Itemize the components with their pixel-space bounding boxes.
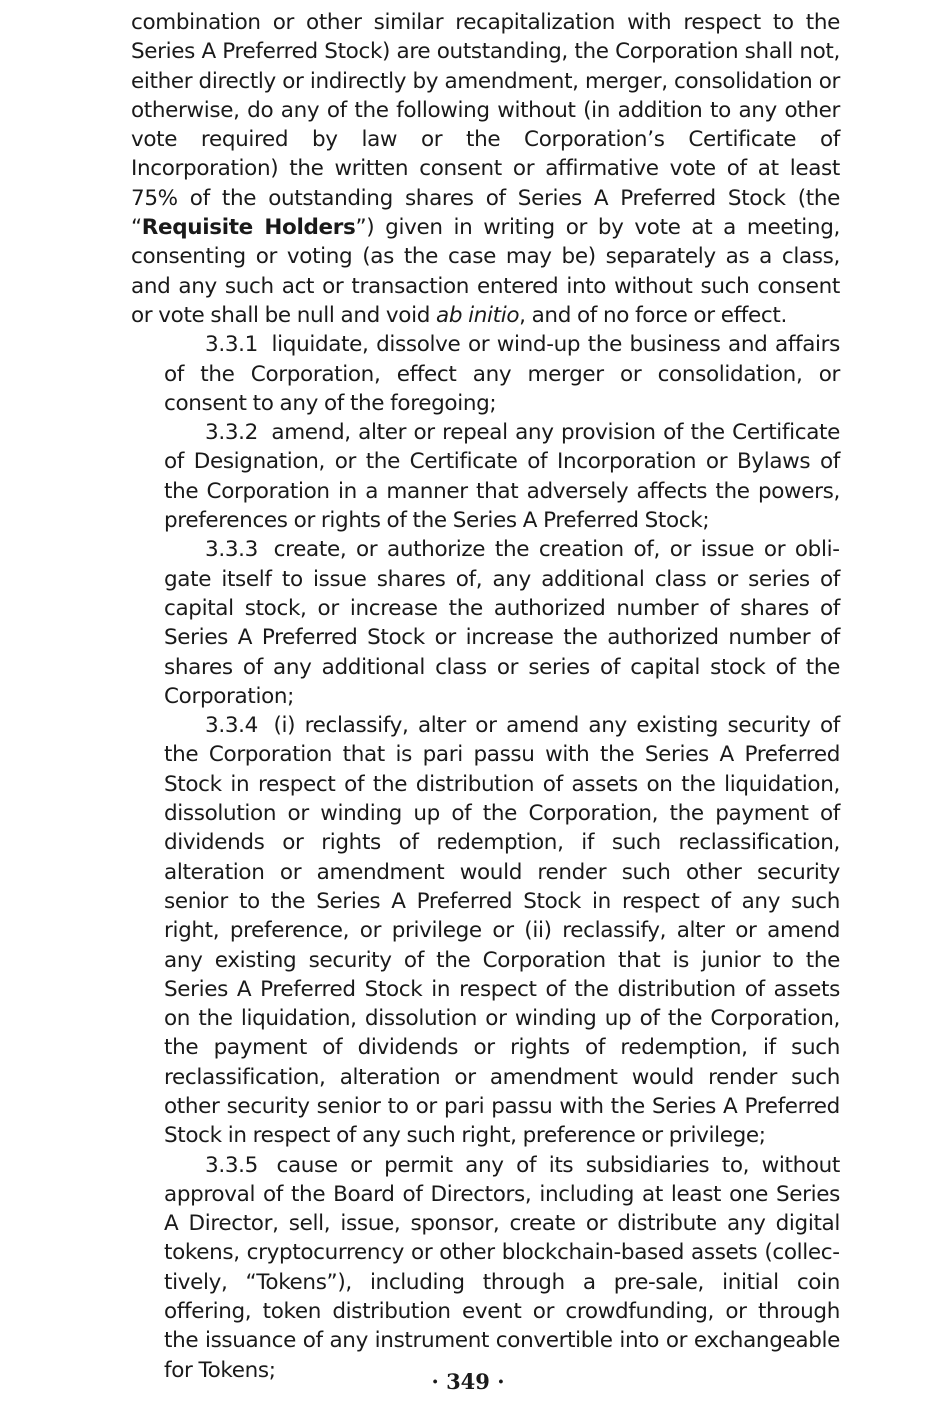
section-3-3-2 (164, 418, 840, 535)
section-text: liquidate, dissolve or wind-up the business and affairs of the Corporation, effect any merger or consolidation, or consent to any of the foregoing; (164, 332, 841, 416)
section-number: 3.3.5 (205, 1152, 258, 1178)
section-number: 3.3.3 (205, 537, 258, 563)
section-3-3-4 (164, 711, 840, 1150)
intro-text-2: ”) given in writing or by vote at a meeting, consenting or voting (as the case may be) separately as a class, and any such act or transaction entered into without such consent or vote shall be null and void (131, 215, 840, 328)
intro-text-3: , and of no force or effect. (519, 302, 787, 328)
intro-text-1: combination or other similar recapitalization with respect to the Series A Preferred Stock) are outstanding, the Corporation shall not, either directly or indirectly by amendment, merger, consolidation or otherwise, do any of the following without (in addition to any other vote required by law or the Corporation’s Certificate of Incorporation) the written consent or affirmative vote of at least 75% of the outstanding shares of Series A Preferred Stock (the “ (131, 10, 840, 241)
section-text: amend, alter or repeal any provision of the Certificate of Designation, or the Certificate of Incorporation or Bylaws of the Corporation in a manner that adversely affects the powers, preferences or rights of the Series A Preferred Stock; (164, 420, 841, 534)
latin-term-ab-initio: ab initio (436, 302, 520, 328)
section-number: 3.3.1 (205, 332, 258, 358)
section-text: (i) reclassify, alter or amend any existing security of the Corporation that is pari passu with the Series A Preferred Stock in respect of the distribution of assets on the liquidation, dissolution or winding up of the Corporation, the payment of dividends or rights of redemption, if such reclassification, alteration or amendment would render such other security senior to the Series A Preferred Stock in respect of any such right, preference, or privilege or (ii) reclassify, alter or amend any existing security of the Corporation that is junior to the Series A Preferred Stock in respect of the distribution of assets on the liquidation, dissolution or winding up of the Corporation, the payment of dividends or rights of redemption, if such reclassification, alteration or amendment would render such other security senior to or pari passu with the Series A Preferred Stock in respect of any such right, preference or privilege; (164, 713, 841, 1149)
intro-paragraph (131, 8, 840, 330)
section-text: create, or authorize the creation of, or issue or obligate itself to issue shares of, any additional class or series of capital stock, or increase the authorized number of shares of Series A Preferred Stock or increase the authorized number of shares of any additional class or series of capital stock of the Corporation; (164, 537, 840, 709)
section-3-3-3 (164, 535, 840, 711)
section-number: 3.3.2 (205, 420, 258, 446)
section-number: 3.3.4 (205, 713, 258, 739)
defined-term-requisite-holders: Requisite Holders (141, 215, 356, 241)
document-body (131, 8, 840, 1385)
page-number: · 349 · (431, 1369, 505, 1394)
section-text: cause or permit any of its subsidiaries to, without approval of the Board of Directors, including at least one Series A Director, sell, issue, sponsor, create or distribute any digital tokens, cryptocurrency or other blockchain-based assets (collectively, “Tokens”), including through a pre-sale, initial coin offering, token distribution event or crowdfunding, or through the issuance of any instrument convertible into or exchangeable for Tokens; (164, 1152, 841, 1383)
section-3-3-5 (164, 1151, 840, 1385)
section-3-3-1 (164, 330, 840, 418)
